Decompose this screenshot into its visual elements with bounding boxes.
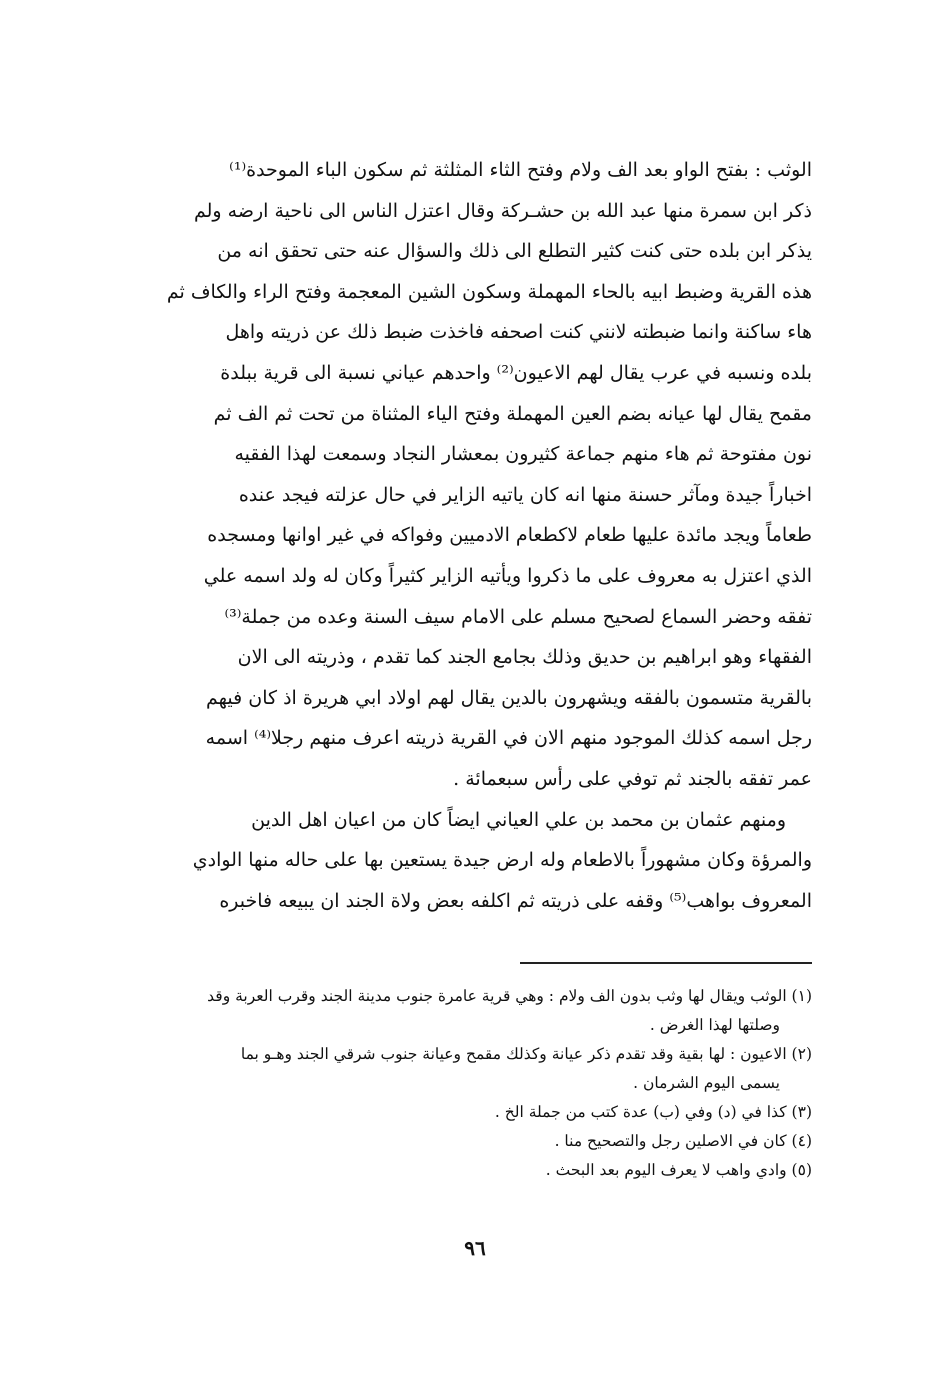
text-line: رجل اسمه كذلك الموجود منهم الان في القرية ذريته اعرف منهم رجلا⁽⁴⁾ اسمه [205, 727, 812, 750]
footnote-5: (٥) وادي واهب لا يعرف اليوم بعد البحث . [545, 1161, 812, 1179]
text-line: المعروف بواهب⁽⁵⁾ وقفه على ذريته ثم اكلفه بعض ولاة الجند ان يبيعه فاخبره [219, 889, 812, 912]
footnote-1: (١) الوثب ويقال لها وثب بدون الف ولام : وهي قرية عامرة جنوب مدينة الجند وقرب العربة وقد [207, 987, 812, 1005]
text-line: الذي اعتزل به معروف على ما ذكروا ويأتيه الزاير كثيراً وكان له ولد اسمه علي [203, 564, 812, 587]
footnote-2-continuation: يسمى اليوم الشرمان . [633, 1074, 780, 1092]
text-line: هاء ساكنة وانما ضبطته لانني كنت اصحفه فاخذت ضبط ذلك عن ذريته واهل [225, 321, 812, 344]
footnote-3: (٣) كذا في (د) وفي (ب) عدة كتب من جملة الخ . [494, 1103, 812, 1121]
text-line: هذه القرية وضبط ابيه بالحاء المهملة وسكون الشين المعجمة وفتح الراء والكاف ثم [166, 280, 812, 303]
text-line: بلده ونسبه في عرب يقال لهم الاعيون⁽²⁾ واحدهم عياني نسبة الى قرية ببلدة [220, 361, 812, 384]
footnote-1-continuation: وصلتها لهذا الغرض . [649, 1016, 780, 1034]
text-line: الوثب : بفتح الواو بعد الف ولام وفتح الثاء المثلثة ثم سكون الباء الموحدة⁽¹⁾ [229, 159, 812, 181]
footnotes-block [116, 982, 812, 1185]
text-line: اخباراً جيدة ومآثر حسنة منها انه كان ياتيه الزاير في حال عزلته فيجد عنده [238, 483, 812, 506]
page-number: ٩٦ [464, 1236, 486, 1260]
text-line: الفقهاء وهو ابراهيم بن حديق وذلك بجامع الجند كما تقدم ، وذريته الى الان [237, 646, 812, 669]
text-line: طعاماً ويجد مائدة عليها طعام لاكطعام الادميين وفواكه في غير اوانها ومسجده [207, 524, 812, 547]
footnote-4: (٤) كان في الاصلين رجل والتصحيح منا . [554, 1132, 812, 1150]
footnote-separator [520, 962, 812, 964]
text-line-paragraph-start: ومنهم عثمان بن محمد بن علي العياني ايضاً كان من اعيان اهل الدين [251, 808, 786, 831]
main-text-block [116, 150, 812, 921]
text-line: مقمح يقال لها عيانه بضم العين المهملة وفتح الياء المثناة من تحت ثم الف ثم [213, 402, 812, 425]
text-line: والمرؤة وكان مشهوراً بالاطعام وله ارض جيدة يستعين بها على حاله منها الوادي [192, 849, 812, 872]
text-line: بالقرية متسمون بالفقه ويشهرون بالدين يقال لهم اولاد ابي هريرة اذ كان فيهم [206, 686, 812, 709]
text-line: نون مفتوحة ثم هاء منهم جماعة كثيرون بمعشار النجاد وسمعت لهذا الفقيه [234, 443, 812, 466]
footnote-2: (٢) الاعيون : لها بقية وقد تقدم ذكر عيانة وكذلك مقمح وعيانة جنوب شرقي الجند وهـو بما [240, 1045, 812, 1063]
text-line: عمر تفقه بالجند ثم توفي على رأس سبعمائة . [453, 767, 812, 790]
text-line: يذكر ابن بلده حتى كنت كثير التطلع الى ذلك والسؤال عنه حتى تحقق انه من [217, 240, 812, 263]
text-line: ذكر ابن سمرة منها عبد الله بن حشـركة وقال اعتزل الناس الى ناحية ارضه ولم [194, 199, 812, 222]
text-line: تفقه وحضر السماع لصحيح مسلم على الامام سيف السنة وعده من جملة⁽³⁾ [224, 605, 812, 628]
